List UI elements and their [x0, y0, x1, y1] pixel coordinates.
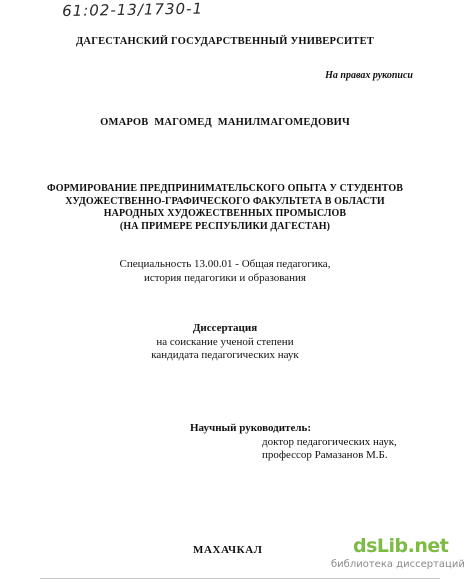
supervisor-line: доктор педагогических наук,	[262, 436, 397, 448]
dslib-logo[interactable]	[353, 535, 448, 557]
degree-line: на соискание ученой степени	[156, 336, 294, 348]
dissertation-label: Диссертация	[192, 322, 258, 334]
archive-number-handwritten: 61:02-13/1730-1	[62, 0, 204, 20]
city-name: МАХАЧКАЛ	[193, 544, 263, 556]
supervisor-details	[262, 436, 397, 462]
university-name: ДАГЕСТАНСКИЙ ГОСУДАРСТВЕННЫЙ УНИВЕРСИТЕТ	[76, 36, 374, 47]
logo-prefix: ds	[353, 535, 377, 557]
supervisor-line: профессор Рамазанов М.Б.	[262, 449, 388, 461]
title-line: (НА ПРИМЕРЕ РЕСПУБЛИКИ ДАГЕСТАН)	[119, 220, 331, 232]
title-line: ФОРМИРОВАНИЕ ПРЕДПРИНИМАТЕЛЬСКОГО ОПЫТА У СТУДЕНТОВ	[46, 183, 404, 194]
degree-description	[0, 336, 450, 362]
dissertation-title	[30, 183, 420, 233]
author-name: ОМАРОВ МАГОМЕД МАНИЛМАГОМЕДОВИЧ	[100, 117, 350, 128]
logo-suffix: .net	[407, 535, 449, 557]
logo-lib: Lib	[376, 535, 408, 557]
page-bottom-divider	[40, 578, 440, 579]
title-line: ХУДОЖЕСТВЕННО-ГРАФИЧЕСКОГО ФАКУЛЬТЕТА В ОБЛАСТИ	[65, 195, 385, 207]
specialty-line: история педагогики и образования	[143, 272, 306, 284]
specialty-line: Специальность 13.00.01 - Общая педагогика,	[119, 258, 331, 270]
title-line: НАРОДНЫХ ХУДОЖЕСТВЕННЫХ ПРОМЫСЛОВ	[103, 208, 347, 219]
specialty	[0, 257, 450, 285]
watermark-subtitle: библиотека диссертаций	[331, 559, 465, 570]
degree-line: кандидата педагогических наук	[151, 349, 299, 361]
supervisor-label: Научный руководитель:	[190, 422, 311, 434]
manuscript-rights-note: На правах рукописи	[325, 70, 413, 81]
